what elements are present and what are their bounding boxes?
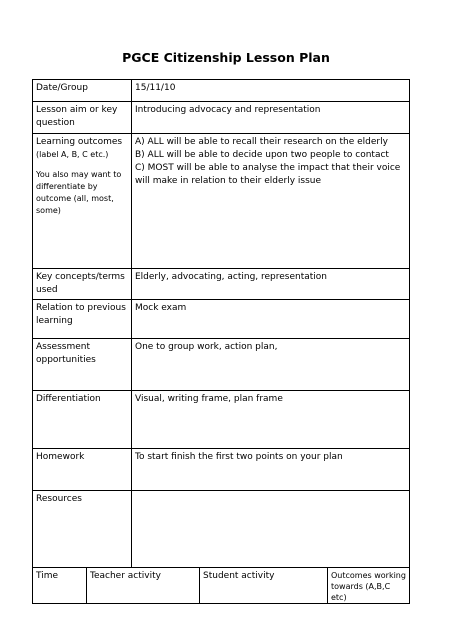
row-assessment	[33, 339, 410, 391]
row-lesson-aim	[33, 102, 410, 134]
assessment-value: One to group work, action plan,	[132, 339, 410, 391]
row-differentiation	[33, 391, 410, 449]
outcomes-working-towards-header: Outcomes working towards (A,B,C etc)	[328, 568, 410, 604]
homework-value: To start finish the first two points on your plan	[132, 449, 410, 491]
key-concepts-value: Elderly, advocating, acting, representation	[132, 269, 410, 300]
document-title: PGCE Citizenship Lesson Plan	[122, 50, 330, 65]
homework-label: Homework	[33, 449, 132, 491]
row-homework	[33, 449, 410, 491]
learning-outcomes-value-cell	[132, 134, 410, 269]
row-date-group	[33, 80, 410, 102]
previous-learning-value: Mock exam	[132, 300, 410, 339]
row-learning-outcomes	[33, 134, 410, 269]
outcome-a: A) ALL will be able to recall their research on the elderly	[135, 137, 388, 147]
learning-outcomes-hint: You also may want to differentiate by outcome (all, most, some)	[36, 170, 122, 215]
row-resources	[33, 491, 410, 568]
resources-value	[132, 491, 410, 568]
time-header: Time	[33, 568, 87, 604]
row-key-concepts	[33, 269, 410, 300]
lesson-plan-table	[32, 79, 410, 568]
learning-outcomes-label: Learning outcomes	[36, 137, 123, 147]
lesson-aim-label: Lesson aim or key question	[33, 102, 132, 134]
resources-label: Resources	[33, 491, 132, 568]
previous-learning-label: Relation to previous learning	[33, 300, 132, 339]
student-activity-header: Student activity	[200, 568, 328, 604]
key-concepts-label: Key concepts/terms used	[33, 269, 132, 300]
assessment-label: Assessment opportunities	[33, 339, 132, 391]
lesson-aim-value: Introducing advocacy and representation	[132, 102, 410, 134]
date-group-value: 15/11/10	[132, 80, 410, 102]
activity-header-table	[32, 567, 410, 604]
teacher-activity-header: Teacher activity	[87, 568, 200, 604]
outcome-b: B) ALL will be able to decide upon two people to contact	[135, 150, 389, 160]
activity-header-row	[33, 568, 410, 604]
outcome-c: C) MOST will be able to analyse the impact that their voice will make in relation to their elderly issue	[135, 163, 401, 186]
row-previous-learning	[33, 300, 410, 339]
learning-outcomes-label-cell	[33, 134, 132, 269]
date-group-label: Date/Group	[33, 80, 132, 102]
differentiation-label: Differentiation	[33, 391, 132, 449]
learning-outcomes-note: (label A, B, C etc.)	[36, 150, 109, 159]
differentiation-value: Visual, writing frame, plan frame	[132, 391, 410, 449]
